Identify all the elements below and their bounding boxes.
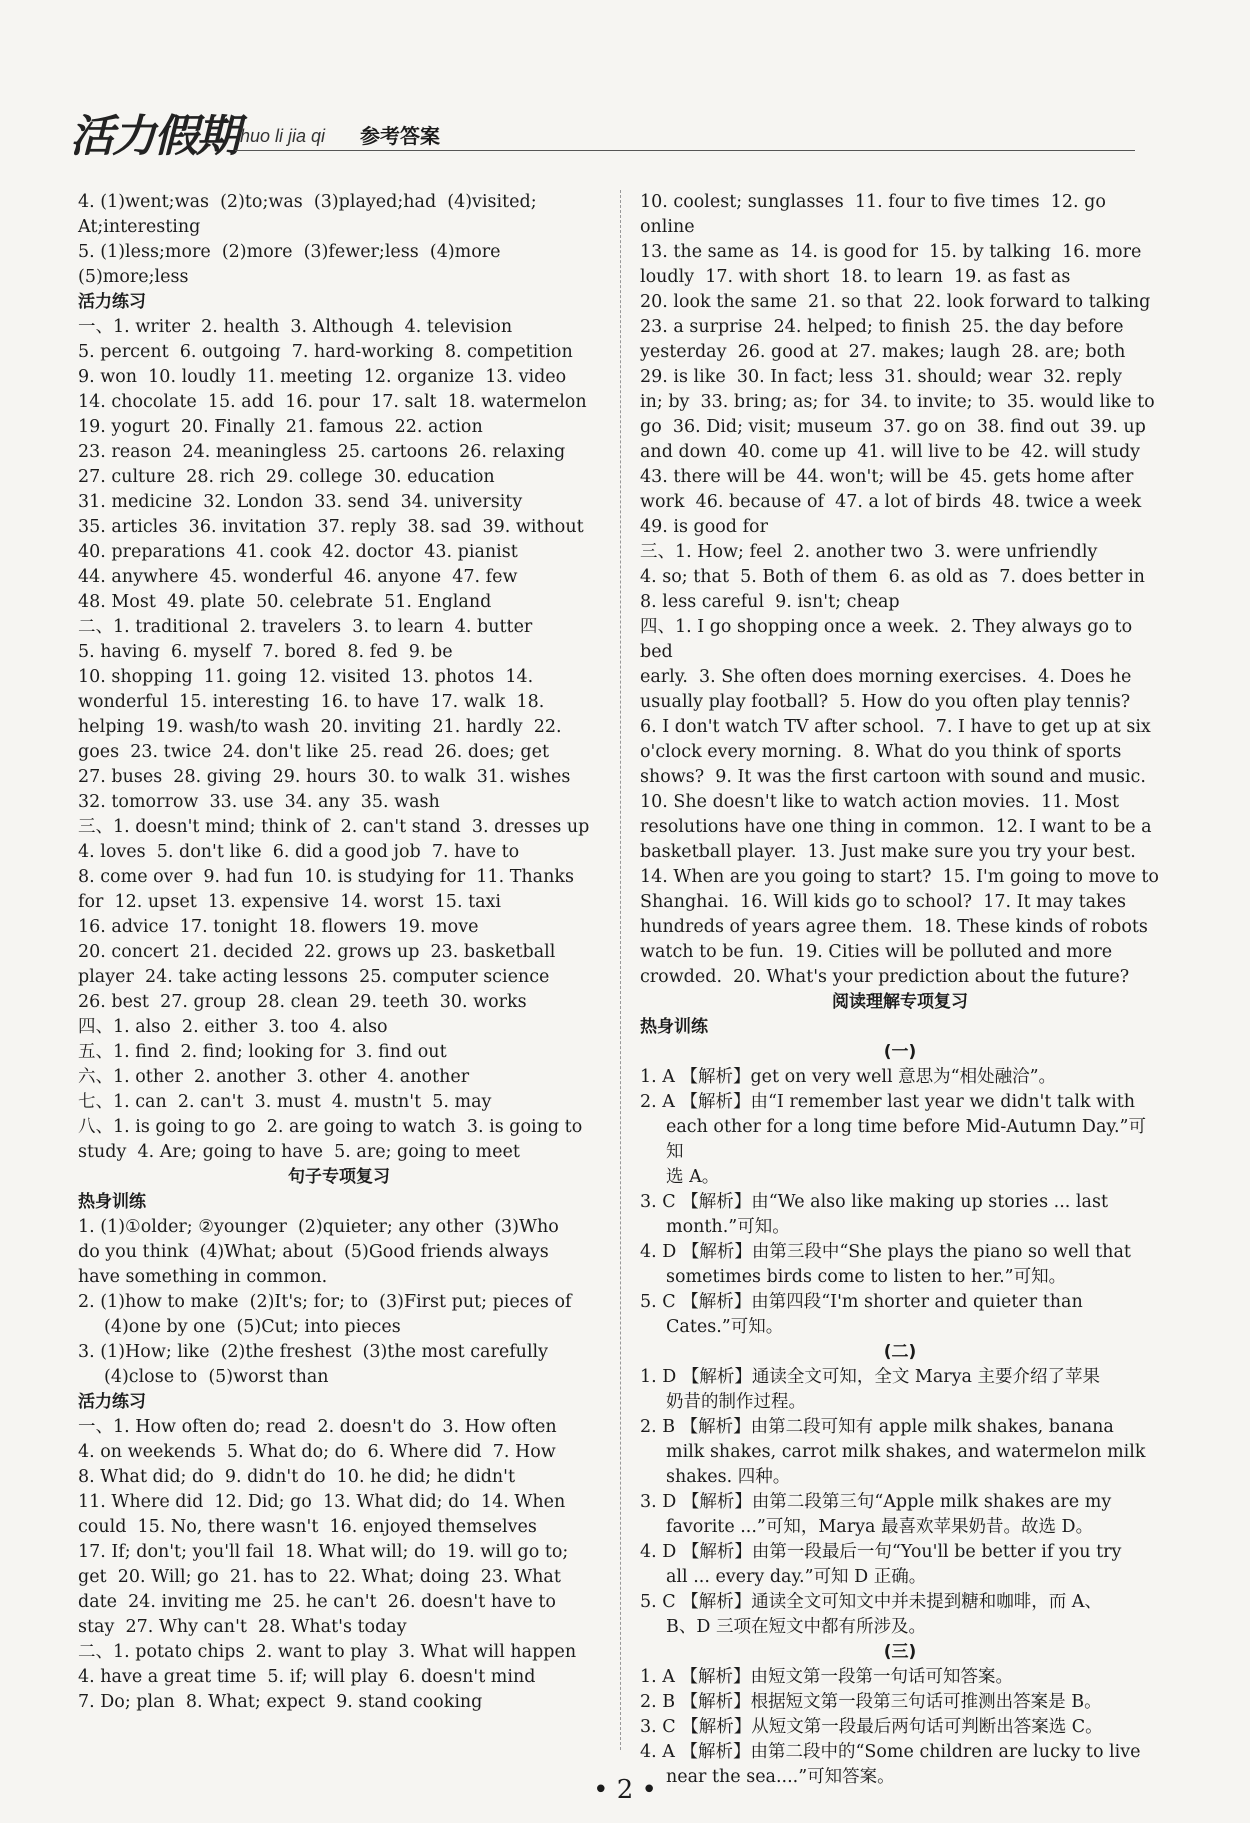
answer-line: 14. When are you going to start? 15. I'm going to move to: [640, 867, 1159, 887]
answer-line: 32. tomorrow 33. use 34. any 35. wash: [78, 792, 440, 812]
answer-line: 35. articles 36. invitation 37. reply 38. sad 39. without: [78, 517, 584, 537]
answer-line: for 12. upset 13. expensive 14. worst 15. taxi: [78, 892, 501, 912]
left-column: [78, 190, 600, 1715]
section-heading: (二): [883, 1342, 917, 1362]
answer-line: 二、1. potato chips 2. want to play 3. What will happen: [78, 1642, 577, 1662]
answer-line: 一、1. How often do; read 2. doesn't do 3. How often: [78, 1417, 557, 1437]
answer-line: loudly 17. with short 18. to learn 19. as fast as: [640, 267, 1071, 287]
answer-line: study 4. Are; going to have 5. are; going to meet: [78, 1142, 520, 1162]
answer-line: 5. percent 6. outgoing 7. hard-working 8. competition: [78, 342, 573, 362]
answer-line: have something in common.: [78, 1267, 328, 1287]
answer-line: 27. culture 28. rich 29. college 30. education: [78, 467, 495, 487]
answer-line: 1. D 【解析】通读全文可知，全文 Marya 主要介绍了苹果: [640, 1367, 1101, 1387]
answer-line: 10. coolest; sunglasses 11. four to five times 12. go online: [640, 192, 1112, 237]
answer-line: 四、1. also 2. either 3. too 4. also: [78, 1017, 388, 1037]
answer-line: At;interesting: [78, 217, 201, 237]
answer-line: 4. have a great time 5. if; will play 6. doesn't mind: [78, 1667, 536, 1687]
answer-line: near the sea....”可知答案。: [666, 1767, 895, 1787]
answer-line: 16. advice 17. tonight 18. flowers 19. move: [78, 917, 479, 937]
answer-line: 20. look the same 21. so that 22. look forward to talking: [640, 292, 1151, 312]
answer-line: each other for a long time before Mid-Autumn Day.”可知: [666, 1117, 1146, 1162]
answer-line: 选 A。: [666, 1167, 720, 1187]
answer-line: 2. B 【解析】根据短文第一段第三句话可推测出答案是 B。: [640, 1692, 1102, 1712]
answer-line: 3. C 【解析】由“We also like making up stories ... last: [640, 1192, 1108, 1212]
answer-line: 5. C 【解析】通读全文可知文中并未提到糖和咖啡，而 A、: [640, 1592, 1102, 1612]
answer-line: (5)more;less: [78, 267, 189, 287]
answer-line: 6. I don't watch TV after school. 7. I have to get up at six: [640, 717, 1151, 737]
brand-logo: 活力假期: [70, 111, 238, 162]
answer-line: 3. D 【解析】由第二段第三句“Apple milk shakes are my: [640, 1492, 1112, 1512]
answer-line: 三、1. doesn't mind; think of 2. can't stand 3. dresses up: [78, 817, 590, 837]
answer-line: yesterday 26. good at 27. makes; laugh 28. are; both: [640, 342, 1126, 362]
answer-line: 3. C 【解析】从短文第一段最后两句话可判断出答案选 C。: [640, 1717, 1103, 1737]
answer-line: 19. yogurt 20. Finally 21. famous 22. action: [78, 417, 483, 437]
answer-line: and down 40. come up 41. will live to be 42. will study: [640, 442, 1141, 462]
answer-line: 13. the same as 14. is good for 15. by talking 16. more: [640, 242, 1142, 262]
answer-line: go 36. Did; visit; museum 37. go on 38. find out 39. up: [640, 417, 1146, 437]
answer-line: favorite ...”可知，Marya 最喜欢苹果奶昔。故选 D。: [666, 1517, 1094, 1537]
answer-line: 29. is like 30. In fact; less 31. should; wear 32. reply: [640, 367, 1122, 387]
answer-line: resolutions have one thing in common. 12. I want to be a: [640, 817, 1152, 837]
answer-line: 5. (1)less;more (2)more (3)fewer;less (4)more: [78, 242, 501, 262]
answer-line: sometimes birds come to listen to her.”可知。: [666, 1267, 1067, 1287]
answer-line: 10. She doesn't like to watch action movies. 11. Most: [640, 792, 1119, 812]
answer-line: 10. shopping 11. going 12. visited 13. photos 14.: [78, 667, 534, 687]
answer-line: 2. (1)how to make (2)It's; for; to (3)First put; pieces of: [78, 1292, 572, 1312]
answer-line: do you think (4)What; about (5)Good friends always: [78, 1242, 549, 1262]
section-heading: 句子专项复习: [288, 1167, 390, 1187]
answer-line: 8. come over 9. had fun 10. is studying for 11. Thanks: [78, 867, 574, 887]
answer-line: 7. Do; plan 8. What; expect 9. stand cooking: [78, 1692, 483, 1712]
answer-line: 20. concert 21. decided 22. grows up 23. basketball: [78, 942, 556, 962]
answer-line: (4)one by one (5)Cut; into pieces: [104, 1317, 401, 1337]
answer-line: 1. (1)①older; ②younger (2)quieter; any other (3)Who: [78, 1217, 559, 1237]
answer-line: 4. D 【解析】由第三段中“She plays the piano so well that: [640, 1242, 1131, 1262]
answer-line: 一、1. writer 2. health 3. Although 4. television: [78, 317, 513, 337]
answer-line: Cates.”可知。: [666, 1317, 784, 1337]
answer-line: 4. (1)went;was (2)to;was (3)played;had (4)visited;: [78, 192, 537, 212]
section-heading: 热身训练: [640, 1017, 708, 1037]
answer-line: usually play football? 5. How do you often play tennis?: [640, 692, 1131, 712]
answer-line: milk shakes, carrot milk shakes, and watermelon milk: [666, 1442, 1146, 1462]
answer-line: get 20. Will; go 21. has to 22. What; doing 23. What: [78, 1567, 561, 1587]
answer-line: stay 27. Why can't 28. What's today: [78, 1617, 407, 1637]
answer-line: 17. If; don't; you'll fail 18. What will; do 19. will go to;: [78, 1542, 569, 1562]
answer-line: 八、1. is going to go 2. are going to watch 3. is going to: [78, 1117, 583, 1137]
answer-line: 六、1. other 2. another 3. other 4. another: [78, 1067, 470, 1087]
answer-line: 1. A 【解析】由短文第一段第一句话可知答案。: [640, 1667, 1013, 1687]
section-heading: 阅读理解专项复习: [832, 992, 968, 1012]
answer-line: 二、1. traditional 2. travelers 3. to learn 4. butter: [78, 617, 533, 637]
answer-line: watch to be fun. 19. Cities will be polluted and more: [640, 942, 1113, 962]
answer-line: helping 19. wash/to wash 20. inviting 21. hardly 22.: [78, 717, 562, 737]
answer-line: 四、1. I go shopping once a week. 2. They always go to bed: [640, 617, 1138, 662]
page-header: [70, 100, 1130, 160]
answer-line: 27. buses 28. giving 29. hours 30. to walk 31. wishes: [78, 767, 571, 787]
answer-line: 七、1. can 2. can't 3. must 4. mustn't 5. may: [78, 1092, 492, 1112]
section-heading: (三): [883, 1642, 917, 1662]
section-heading: (一): [883, 1042, 917, 1062]
answer-line: 2. A 【解析】由“I remember last year we didn't talk with: [640, 1092, 1136, 1112]
answer-line: 4. D 【解析】由第一段最后一句“You'll be better if you try: [640, 1542, 1122, 1562]
answer-line: 44. anywhere 45. wonderful 46. anyone 47. few: [78, 567, 518, 587]
answer-line: 4. so; that 5. Both of them 6. as old as 7. does better in: [640, 567, 1145, 587]
answer-line: 2. B 【解析】由第二段可知有 apple milk shakes, banana: [640, 1417, 1114, 1437]
answer-line: date 24. inviting me 25. he can't 26. doesn't have to: [78, 1592, 556, 1612]
answer-line: 31. medicine 32. London 33. send 34. university: [78, 492, 523, 512]
answer-line: 4. A 【解析】由第二段中的“Some children are lucky to live: [640, 1742, 1141, 1762]
answer-line: 9. won 10. loudly 11. meeting 12. organize 13. video: [78, 367, 567, 387]
section-heading: 热身训练: [78, 1192, 146, 1212]
answer-line: 4. loves 5. don't like 6. did a good job 7. have to: [78, 842, 520, 862]
answer-line: 8. less careful 9. isn't; cheap: [640, 592, 900, 612]
answer-line: B、D 三项在短文中都有所涉及。: [666, 1617, 926, 1637]
answer-line: 48. Most 49. plate 50. celebrate 51. England: [78, 592, 492, 612]
page-title: 参考答案: [360, 124, 440, 148]
column-divider: [620, 190, 621, 1750]
right-column: [640, 190, 1160, 1790]
section-heading: 活力练习: [78, 1392, 146, 1412]
answer-line: month.”可知。: [666, 1217, 790, 1237]
answer-line: 26. best 27. group 28. clean 29. teeth 30. works: [78, 992, 527, 1012]
answer-line: player 24. take acting lessons 25. computer science: [78, 967, 550, 987]
answer-line: 5. C 【解析】由第四段“I'm shorter and quieter than: [640, 1292, 1083, 1312]
answer-line: in; by 33. bring; as; for 34. to invite; to 35. would like to: [640, 392, 1155, 412]
answer-line: early. 3. She often does morning exercises. 4. Does he: [640, 667, 1132, 687]
answer-line: o'clock every morning. 8. What do you think of sports: [640, 742, 1122, 762]
answer-line: 五、1. find 2. find; looking for 3. find out: [78, 1042, 447, 1062]
answer-line: 5. having 6. myself 7. bored 8. fed 9. be: [78, 642, 453, 662]
answer-line: crowded. 20. What's your prediction about the future?: [640, 967, 1130, 987]
header-rule: [235, 150, 1135, 151]
answer-line: all ... every day.”可知 D 正确。: [666, 1567, 927, 1587]
answer-line: 43. there will be 44. won't; will be 45. gets home after: [640, 467, 1134, 487]
answer-line: 8. What did; do 9. didn't do 10. he did; he didn't: [78, 1467, 516, 1487]
answer-line: 奶昔的制作过程。: [666, 1392, 806, 1412]
answer-line: could 15. No, there wasn't 16. enjoyed themselves: [78, 1517, 537, 1537]
answer-line: 1. A 【解析】get on very well 意思为“相处融洽”。: [640, 1067, 1057, 1087]
answer-line: 3. (1)How; like (2)the freshest (3)the most carefully: [78, 1342, 549, 1362]
answer-line: 23. a surprise 24. helped; to finish 25. the day before: [640, 317, 1124, 337]
answer-line: hundreds of years agree them. 18. These kinds of robots: [640, 917, 1148, 937]
answer-line: work 46. because of 47. a lot of birds 48. twice a week: [640, 492, 1142, 512]
answer-line: 4. on weekends 5. What do; do 6. Where did 7. How: [78, 1442, 556, 1462]
answer-line: shakes. 四种。: [666, 1467, 791, 1487]
brand-pinyin: huo li jia qi: [240, 126, 326, 146]
answer-line: Shanghai. 16. Will kids go to school? 17. It may takes: [640, 892, 1126, 912]
answer-line: wonderful 15. interesting 16. to have 17. walk 18.: [78, 692, 545, 712]
answer-line: 14. chocolate 15. add 16. pour 17. salt 18. watermelon: [78, 392, 587, 412]
answer-line: 11. Where did 12. Did; go 13. What did; do 14. When: [78, 1492, 566, 1512]
page-number: • 2 •: [593, 1775, 657, 1805]
answer-line: 23. reason 24. meaningless 25. cartoons 26. relaxing: [78, 442, 566, 462]
answer-line: 三、1. How; feel 2. another two 3. were unfriendly: [640, 542, 1098, 562]
answer-line: basketball player. 13. Just make sure you try your best.: [640, 842, 1136, 862]
section-heading: 活力练习: [78, 292, 146, 312]
answer-line: 49. is good for: [640, 517, 768, 537]
answer-line: goes 23. twice 24. don't like 25. read 26. does; get: [78, 742, 549, 762]
answer-line: (4)close to (5)worst than: [104, 1367, 329, 1387]
answer-line: 40. preparations 41. cook 42. doctor 43. pianist: [78, 542, 518, 562]
answer-line: shows? 9. It was the first cartoon with sound and music.: [640, 767, 1146, 787]
